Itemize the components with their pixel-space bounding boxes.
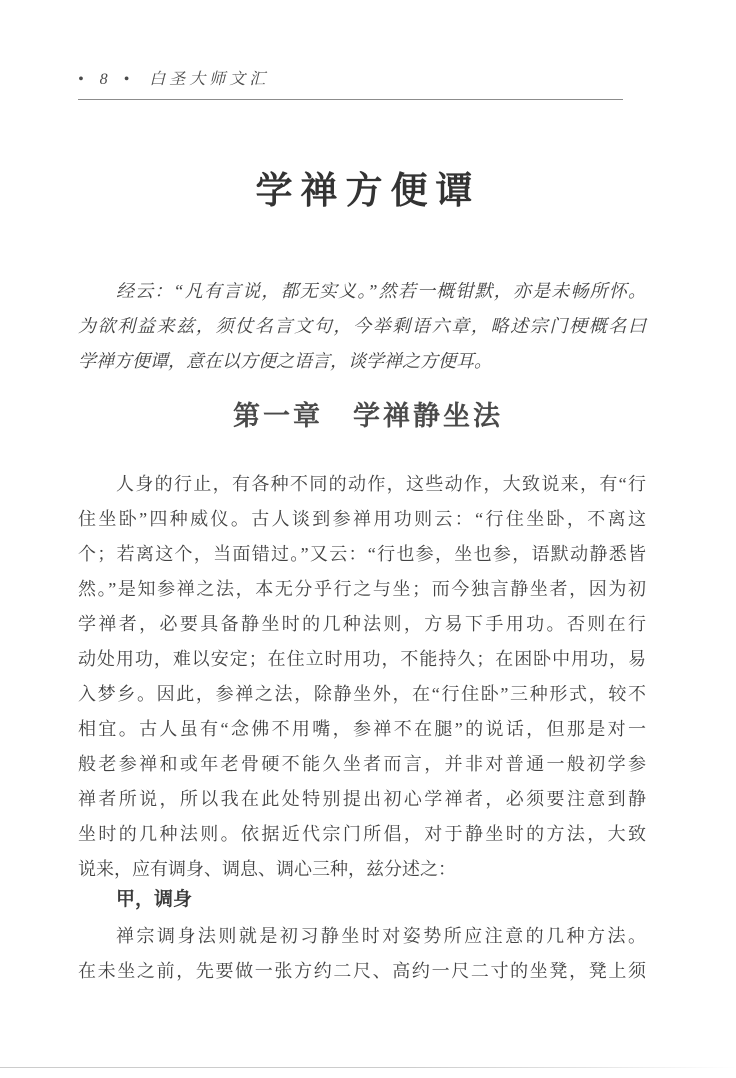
body-line: 学禅者，必要具备静坐时的几种法则，方易下手用功。否则在行 bbox=[78, 614, 646, 634]
body-paragraph bbox=[78, 467, 646, 887]
header-rule bbox=[78, 99, 623, 100]
body-line: 然。”是知参禅之法，本无分乎行之与坐；而今独言静坐者，因为初 bbox=[78, 579, 646, 599]
page-number: • 8 • bbox=[78, 71, 136, 88]
running-head bbox=[78, 68, 646, 92]
body-line: 相宜。古人虽有“念佛不用嘴，参禅不在腿”的说话，但那是对一 bbox=[78, 719, 646, 739]
body-line: 入梦乡。因此，参禅之法，除静坐外，在“行住卧”三种形式，较不 bbox=[78, 684, 646, 704]
body-line: 般老参禅和或年老骨硬不能久坐者而言，并非对普通一般初学参 bbox=[78, 754, 646, 774]
body-line: 禅者所说，所以我在此处特别提出初心学禅者，必须要注意到静 bbox=[78, 789, 646, 809]
document-title: 学禅方便谭 bbox=[255, 171, 481, 212]
section-line: 禅宗调身法则就是初习静坐时对姿势所应注意的几种方法。 bbox=[116, 926, 646, 946]
footer-rule bbox=[0, 1067, 736, 1068]
intro-line: 为欲利益来兹，须仗名言文句，今举剩语六章，略述宗门梗概名曰 bbox=[78, 316, 646, 336]
body-line: 个；若离这个，当面错过。”又云：“行也参，坐也参，语默动静悉皆 bbox=[78, 544, 646, 564]
intro-line: 经云：“凡有言说，都无实义。”然若一概钳默，亦是未畅所怀。 bbox=[116, 281, 646, 301]
body-line: 坐时的几种法则。依据近代宗门所倡，对于静坐时的方法，大致 bbox=[78, 824, 646, 844]
body-line: 住坐卧”四种威仪。古人谈到参禅用功则云：“行住坐卧，不离这 bbox=[78, 509, 646, 529]
chapter-heading: 第一章 学禅静坐法 bbox=[233, 401, 503, 431]
intro-line: 学禅方便谭，意在以方便之语言，谈学禅之方便耳。 bbox=[78, 351, 492, 371]
body-line: 人身的行止，有各种不同的动作，这些动作，大致说来，有“行 bbox=[116, 474, 646, 494]
section-paragraph bbox=[78, 919, 646, 989]
section-line: 在未坐之前，先要做一张方约二尺、高约一尺二寸的坐凳，凳上须 bbox=[78, 961, 646, 981]
section-heading: 甲，调身 bbox=[116, 889, 193, 910]
book-title: 白圣大师文汇 bbox=[149, 71, 270, 88]
body-line: 动处用功，难以安定；在住立时用功，不能持久；在困卧中用功，易 bbox=[78, 649, 646, 669]
intro-paragraph bbox=[78, 274, 646, 379]
body-line: 说来，应有调身、调息、调心三种，兹分述之： bbox=[78, 859, 456, 879]
